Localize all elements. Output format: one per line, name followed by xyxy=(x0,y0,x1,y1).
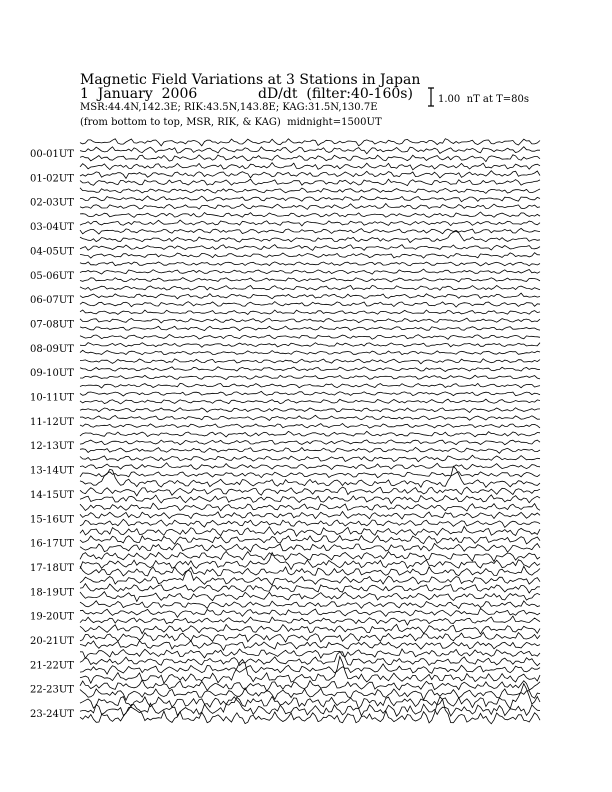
trace-kag-hour-2 xyxy=(80,188,540,194)
hour-label-14: 14-15UT xyxy=(30,489,74,501)
trace-kag-hour-17 xyxy=(80,552,540,562)
hour-label-19: 19-20UT xyxy=(30,611,74,623)
trace-msr-hour-17 xyxy=(80,566,540,576)
hour-label-18: 18-19UT xyxy=(30,587,74,599)
trace-rik-hour-0 xyxy=(80,147,540,154)
hour-label-13: 13-14UT xyxy=(30,465,74,477)
trace-msr-hour-18 xyxy=(80,592,540,602)
trace-kag-hour-16 xyxy=(80,526,540,536)
trace-kag-hour-9 xyxy=(80,359,540,364)
trace-rik-hour-12 xyxy=(80,440,540,445)
trace-msr-hour-19 xyxy=(80,616,540,625)
trace-kag-hour-7 xyxy=(80,310,540,315)
trace-msr-hour-8 xyxy=(80,350,540,354)
trace-kag-hour-19 xyxy=(80,601,540,609)
hour-label-0: 00-01UT xyxy=(30,149,74,160)
trace-msr-hour-5 xyxy=(80,278,540,282)
trace-rik-hour-5 xyxy=(80,269,540,274)
trace-kag-hour-15 xyxy=(80,503,540,511)
trace-msr-hour-10 xyxy=(80,399,540,404)
trace-msr-hour-0 xyxy=(80,155,540,162)
hour-label-2: 02-03UT xyxy=(30,197,74,209)
trace-kag-hour-10 xyxy=(80,383,540,388)
hour-label-23: 23-24UT xyxy=(30,709,74,721)
trace-rik-hour-7 xyxy=(80,318,540,323)
trace-rik-hour-4 xyxy=(80,245,540,251)
trace-rik-hour-15 xyxy=(80,512,540,520)
scale-bar-label: 1.00 nT at T=80s xyxy=(438,94,529,105)
trace-rik-hour-1 xyxy=(80,171,540,179)
date-label: 1 January 2006 xyxy=(80,86,198,102)
trace-kag-hour-20 xyxy=(80,624,540,634)
trace-kag-hour-21 xyxy=(80,649,540,658)
station-coordinates: MSR:44.4N,142.3E; RIK:43.5N,143.8E; KAG:31.5N,130.7E xyxy=(80,102,378,113)
trace-msr-hour-4 xyxy=(80,253,540,258)
trace-rik-hour-14 xyxy=(80,487,540,496)
hour-label-1: 01-02UT xyxy=(30,173,74,185)
hour-label-7: 07-08UT xyxy=(30,319,74,331)
trace-msr-hour-12 xyxy=(80,447,540,453)
trace-msr-hour-7 xyxy=(80,326,540,331)
trace-kag-hour-12 xyxy=(80,431,540,437)
trace-rik-hour-8 xyxy=(80,343,540,348)
hour-label-6: 06-07UT xyxy=(30,295,74,307)
trace-kag-hour-14 xyxy=(80,466,540,487)
hour-label-17: 17-18UT xyxy=(30,562,74,574)
station-order-note: (from bottom to top, MSR, RIK, & KAG) midnight=1500UT xyxy=(80,117,382,128)
trace-rik-hour-13 xyxy=(80,463,540,470)
trace-kag-hour-6 xyxy=(80,285,540,290)
trace-kag-hour-11 xyxy=(80,408,540,413)
trace-rik-hour-6 xyxy=(80,293,540,299)
trace-msr-hour-6 xyxy=(80,302,540,308)
trace-kag-hour-4 xyxy=(80,231,540,242)
trace-kag-hour-1 xyxy=(80,163,540,170)
station-traces xyxy=(80,139,540,724)
hour-label-4: 04-05UT xyxy=(30,246,74,258)
trace-rik-hour-21 xyxy=(80,652,540,666)
trace-kag-hour-8 xyxy=(80,335,540,340)
trace-msr-hour-20 xyxy=(80,641,540,651)
trace-msr-hour-16 xyxy=(80,543,540,552)
trace-msr-hour-21 xyxy=(80,664,540,674)
hour-label-10: 10-11UT xyxy=(30,392,74,404)
trace-kag-hour-3 xyxy=(80,212,540,217)
hour-label-5: 05-06UT xyxy=(30,270,74,282)
trace-msr-hour-23 xyxy=(80,697,540,724)
trace-kag-hour-5 xyxy=(80,262,540,266)
hour-label-20: 20-21UT xyxy=(30,636,74,647)
hour-label-15: 15-16UT xyxy=(30,514,74,526)
hour-label-21: 21-22UT xyxy=(30,660,74,672)
trace-rik-hour-11 xyxy=(80,415,540,420)
trace-kag-hour-0 xyxy=(80,139,540,146)
hour-label-11: 11-12UT xyxy=(30,416,74,428)
trace-rik-hour-20 xyxy=(80,632,540,642)
trace-rik-hour-23 xyxy=(80,697,540,716)
scale-bar xyxy=(428,88,434,106)
scale-bar-mark xyxy=(428,88,434,106)
filter-label: dD/dt (filter:40-160s) xyxy=(258,86,413,102)
hour-label-22: 22-23UT xyxy=(30,684,74,696)
hour-labels xyxy=(30,149,74,720)
trace-msr-hour-13 xyxy=(80,472,540,478)
hour-label-3: 03-04UT xyxy=(30,222,74,234)
trace-msr-hour-3 xyxy=(80,228,540,234)
trace-msr-hour-11 xyxy=(80,424,540,429)
trace-rik-hour-22 xyxy=(80,680,540,691)
hour-label-12: 12-13UT xyxy=(30,441,74,453)
trace-msr-hour-15 xyxy=(80,519,540,527)
trace-rik-hour-10 xyxy=(80,391,540,396)
hour-label-9: 09-10UT xyxy=(30,368,74,380)
trace-kag-hour-13 xyxy=(80,455,540,462)
trace-rik-hour-3 xyxy=(80,220,540,226)
trace-msr-hour-1 xyxy=(80,179,540,186)
hour-label-8: 08-09UT xyxy=(30,343,74,355)
trace-rik-hour-16 xyxy=(80,536,540,545)
trace-rik-hour-2 xyxy=(80,196,540,202)
trace-msr-hour-2 xyxy=(80,204,540,210)
trace-msr-hour-9 xyxy=(80,375,540,379)
trace-rik-hour-19 xyxy=(80,608,540,617)
hour-label-16: 16-17UT xyxy=(30,538,74,550)
trace-rik-hour-9 xyxy=(80,367,540,372)
chart-title: Magnetic Field Variations at 3 Stations in Japan xyxy=(80,72,421,88)
trace-rik-hour-18 xyxy=(80,584,540,593)
trace-msr-hour-14 xyxy=(80,495,540,504)
